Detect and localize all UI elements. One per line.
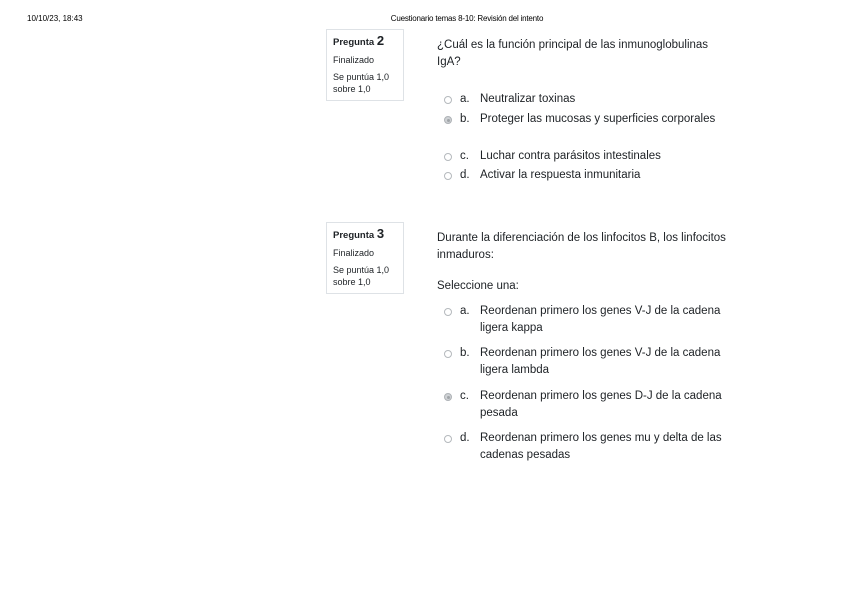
radio-button-selected[interactable]: [444, 116, 452, 124]
select-prompt: Seleccione una:: [437, 280, 519, 292]
radio-button[interactable]: [444, 350, 452, 358]
radio-button-selected[interactable]: [444, 393, 452, 401]
answer-letter: a.: [460, 305, 470, 317]
answer-letter: c.: [460, 390, 469, 402]
answer-text: Neutralizar toxinas: [480, 93, 576, 105]
radio-button[interactable]: [444, 308, 452, 316]
question-number: [333, 35, 403, 49]
answer-text: Reordenan primero los genes V-J de la cadena ligera kappa: [480, 305, 721, 334]
question-label: Pregunta: [333, 230, 375, 241]
question-state: Finalizado: [333, 55, 375, 65]
question-number-value: 2: [376, 33, 385, 48]
question-grade: Se puntúa 1,0 sobre 1,0: [333, 72, 390, 94]
answer-letter: b.: [460, 113, 470, 125]
answer-text: Luchar contra parásitos intestinales: [480, 150, 661, 162]
answer-letter: a.: [460, 93, 470, 105]
answer-text: Reordenan primero los genes V-J de la cadena ligera lambda: [480, 347, 721, 376]
question-text: Durante la diferenciación de los linfocitos B, los linfocitos inmaduros:: [437, 232, 726, 261]
answer-letter: b.: [460, 347, 470, 359]
question-number: [333, 228, 403, 242]
answer-text: Reordenan primero los genes mu y delta de las cadenas pesadas: [480, 432, 722, 461]
print-title: Cuestionario temas 8-10: Revisión del intento: [390, 14, 544, 23]
question-number-value: 3: [376, 226, 385, 241]
answer-text: Proteger las mucosas y superficies corporales: [480, 113, 716, 125]
radio-button[interactable]: [444, 153, 452, 161]
question-label: Pregunta: [333, 37, 375, 48]
answer-letter: d.: [460, 432, 470, 444]
answer-letter: c.: [460, 150, 469, 162]
print-date: 10/10/23, 18:43: [27, 14, 83, 23]
question-text: ¿Cuál es la función principal de las inmunoglobulinas IgA?: [437, 39, 709, 68]
radio-button[interactable]: [444, 435, 452, 443]
radio-button[interactable]: [444, 96, 452, 104]
question-info-3: [326, 222, 404, 294]
answer-text: Reordenan primero los genes D-J de la cadena pesada: [480, 390, 722, 419]
question-state: Finalizado: [333, 248, 375, 258]
radio-button[interactable]: [444, 172, 452, 180]
question-info-2: [326, 29, 404, 101]
print-header: [0, 14, 848, 26]
answer-letter: d.: [460, 169, 470, 181]
question-grade: Se puntúa 1,0 sobre 1,0: [333, 265, 390, 287]
answer-text: Activar la respuesta inmunitaria: [480, 169, 641, 181]
